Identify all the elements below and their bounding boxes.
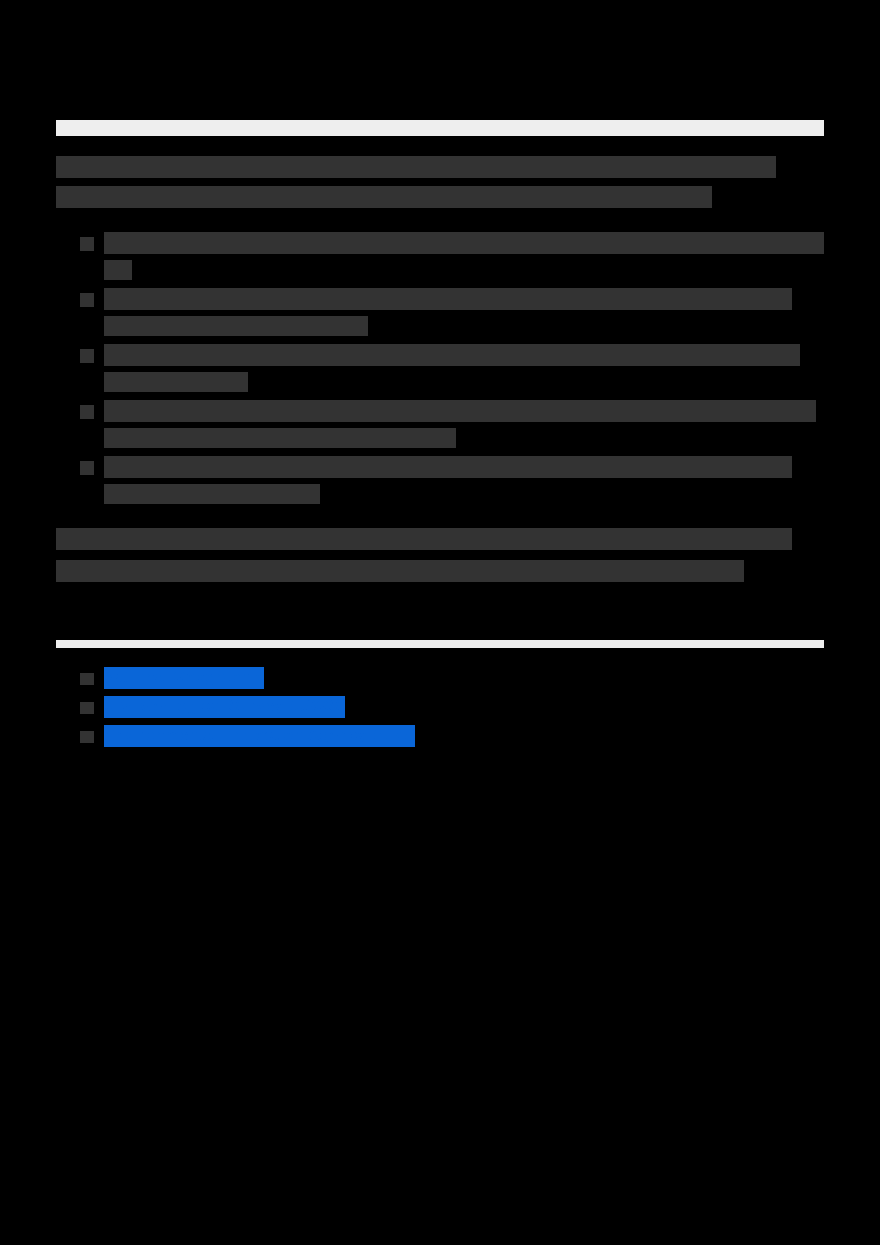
bullet-icon: [80, 702, 94, 714]
section-header-bar: [56, 640, 824, 648]
list-marker: [80, 293, 94, 307]
section-header-bar: [56, 120, 824, 136]
list-marker: [80, 237, 94, 251]
link-epa[interactable]: Environmental Protection Agency (EPA): [104, 725, 415, 747]
redacted-text-line: [104, 344, 800, 366]
list-marker: [80, 461, 94, 475]
redacted-text-line: [104, 316, 368, 336]
redacted-text-line: [104, 400, 816, 422]
list-marker: [80, 349, 94, 363]
redacted-text-line: [104, 428, 456, 448]
redacted-text-line: [104, 372, 248, 392]
redacted-text-line: [56, 186, 712, 208]
redacted-text-line: [104, 288, 792, 310]
redacted-text-line: [56, 156, 776, 178]
list-marker: [80, 405, 94, 419]
bullet-icon: [80, 673, 94, 685]
redacted-text-line: [56, 560, 744, 582]
redacted-text-line: [104, 260, 132, 280]
link-usgs[interactable]: U.S. Geological Survey (USGS): [104, 696, 345, 718]
link-national-geographic[interactable]: National Geographic: [104, 667, 264, 689]
redacted-text-line: [104, 456, 792, 478]
redacted-text-line: [104, 484, 320, 504]
bullet-icon: [80, 731, 94, 743]
redacted-text-line: [104, 232, 824, 254]
redacted-text-line: [56, 528, 792, 550]
